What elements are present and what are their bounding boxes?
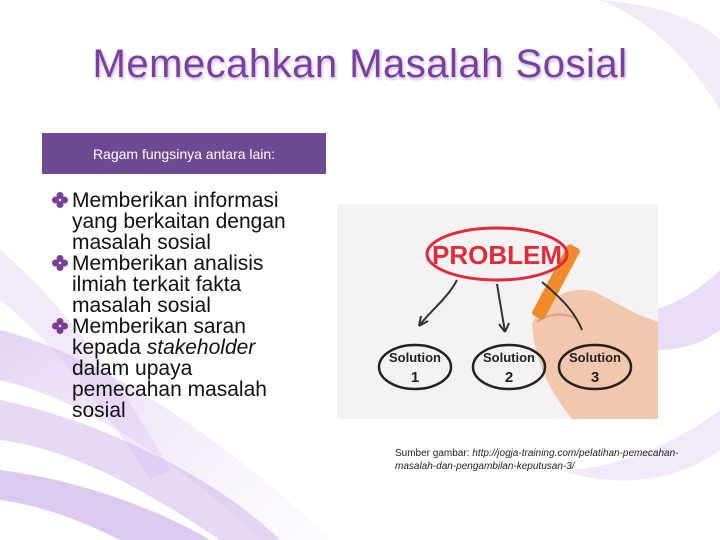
page-title: Memecahkan Masalah Sosial xyxy=(92,42,628,86)
bullet-line: masalah sosial xyxy=(72,294,211,317)
diamond-bullet-icon xyxy=(52,318,68,334)
bullet-item xyxy=(52,316,337,421)
bullet-line: Memberikan analisis xyxy=(72,252,264,275)
bullet-line: yang berkaitan dengan xyxy=(72,210,286,233)
bullet-line: dalam upaya xyxy=(72,357,193,380)
diamond-bullet-icon xyxy=(52,255,68,271)
problem-solution-image xyxy=(337,204,658,419)
bullet-line: Memberikan saran xyxy=(72,315,246,338)
problem-solution-drawing xyxy=(337,204,658,419)
solution-2-num: 2 xyxy=(504,369,514,386)
bullet-line xyxy=(72,337,337,358)
bullet-list xyxy=(52,190,337,421)
bullet-line: masalah sosial xyxy=(72,231,211,254)
diamond-bullet-icon xyxy=(52,192,68,208)
solution-2-word: Solution xyxy=(483,350,535,365)
subheader-label: Ragam fungsinya antara lain: xyxy=(92,145,276,162)
bullet-line: Memberikan informasi xyxy=(72,189,279,212)
italic-term: stakeholder xyxy=(146,336,256,359)
bullet-item xyxy=(52,253,337,316)
solution-1-word: Solution xyxy=(389,350,441,365)
bullet-line: sosial xyxy=(72,399,126,422)
bullet-text: kepada xyxy=(72,336,147,359)
bullet-item xyxy=(52,190,337,253)
bullet-line: ilmiah terkait fakta xyxy=(72,273,242,296)
solution-3-word: Solution xyxy=(569,350,621,365)
image-caption xyxy=(395,447,695,473)
subheader-banner xyxy=(42,133,326,174)
caption-source-link: http://jogja-training.com/pelatihan-pemecahan-masalah-dan-pengambilan-keputusan-3/ xyxy=(395,448,679,472)
solution-3-num: 3 xyxy=(590,369,600,386)
solution-1-num: 1 xyxy=(410,369,420,386)
bullet-line: pemecahan masalah xyxy=(72,378,267,401)
caption-prefix: Sumber gambar: xyxy=(395,448,473,459)
problem-label: PROBLEM xyxy=(432,240,562,270)
